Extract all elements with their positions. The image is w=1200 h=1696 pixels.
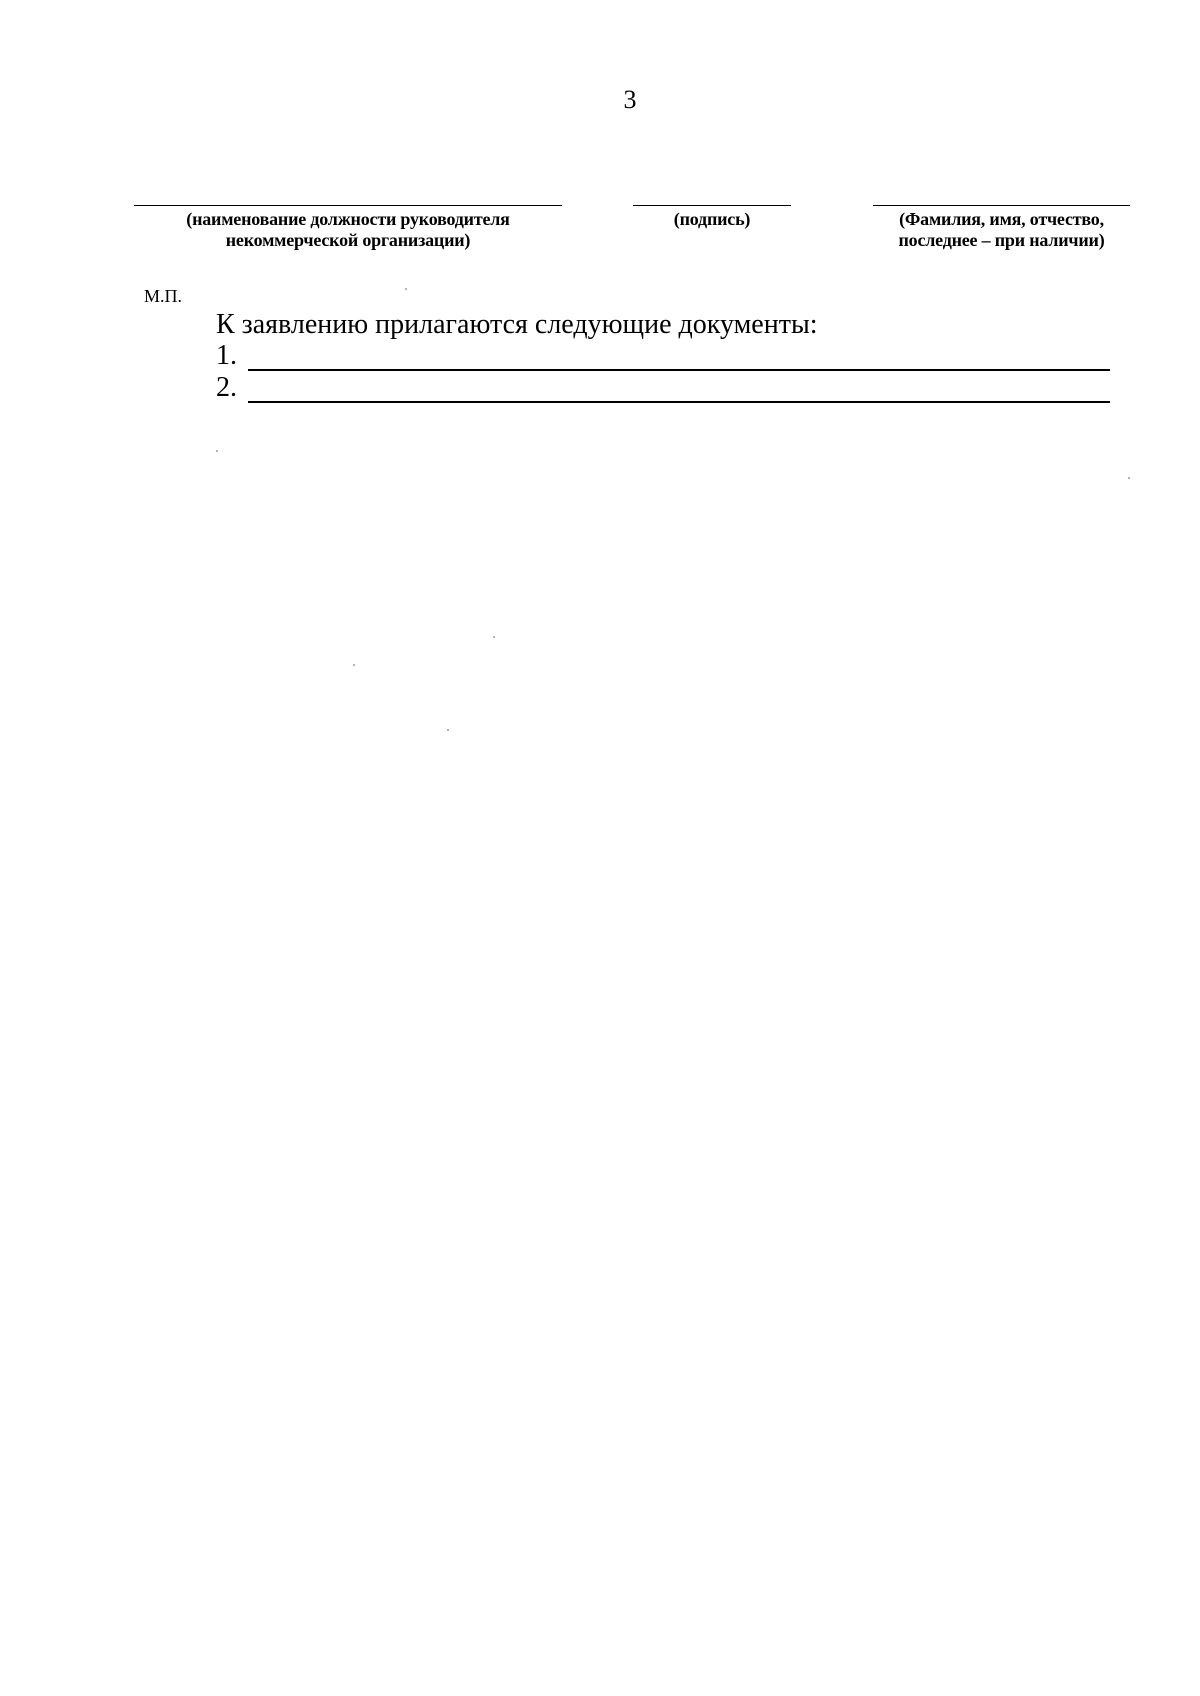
attachment-item xyxy=(216,339,1110,373)
signature-line xyxy=(134,205,562,206)
attachment-item xyxy=(216,371,1110,405)
signature-field-signature xyxy=(633,205,791,230)
scan-speck xyxy=(353,664,355,666)
signature-field-full-name xyxy=(873,205,1130,251)
scan-speck xyxy=(447,729,449,731)
stamp-placeholder: М.П. xyxy=(144,286,183,306)
scan-speck xyxy=(216,450,218,452)
scan-speck xyxy=(493,636,495,638)
scan-speck xyxy=(1128,477,1130,479)
page-number: 3 xyxy=(623,85,637,114)
attachment-number: 1. xyxy=(216,340,237,371)
attachment-number: 2. xyxy=(216,372,237,403)
signature-caption: (подпись) xyxy=(673,209,751,229)
signature-line xyxy=(633,205,791,206)
signature-field-position xyxy=(134,205,562,251)
attachments-title: К заявлению прилагаются следующие документы: xyxy=(216,309,818,340)
position-caption: (наименование должности руководителя некоммерческой организации) xyxy=(186,209,510,250)
signature-line xyxy=(873,205,1130,206)
scan-speck xyxy=(405,288,407,290)
attachment-fill-line xyxy=(248,401,1110,403)
full-name-caption: (Фамилия, имя, отчество, последнее – при наличии) xyxy=(898,209,1105,250)
